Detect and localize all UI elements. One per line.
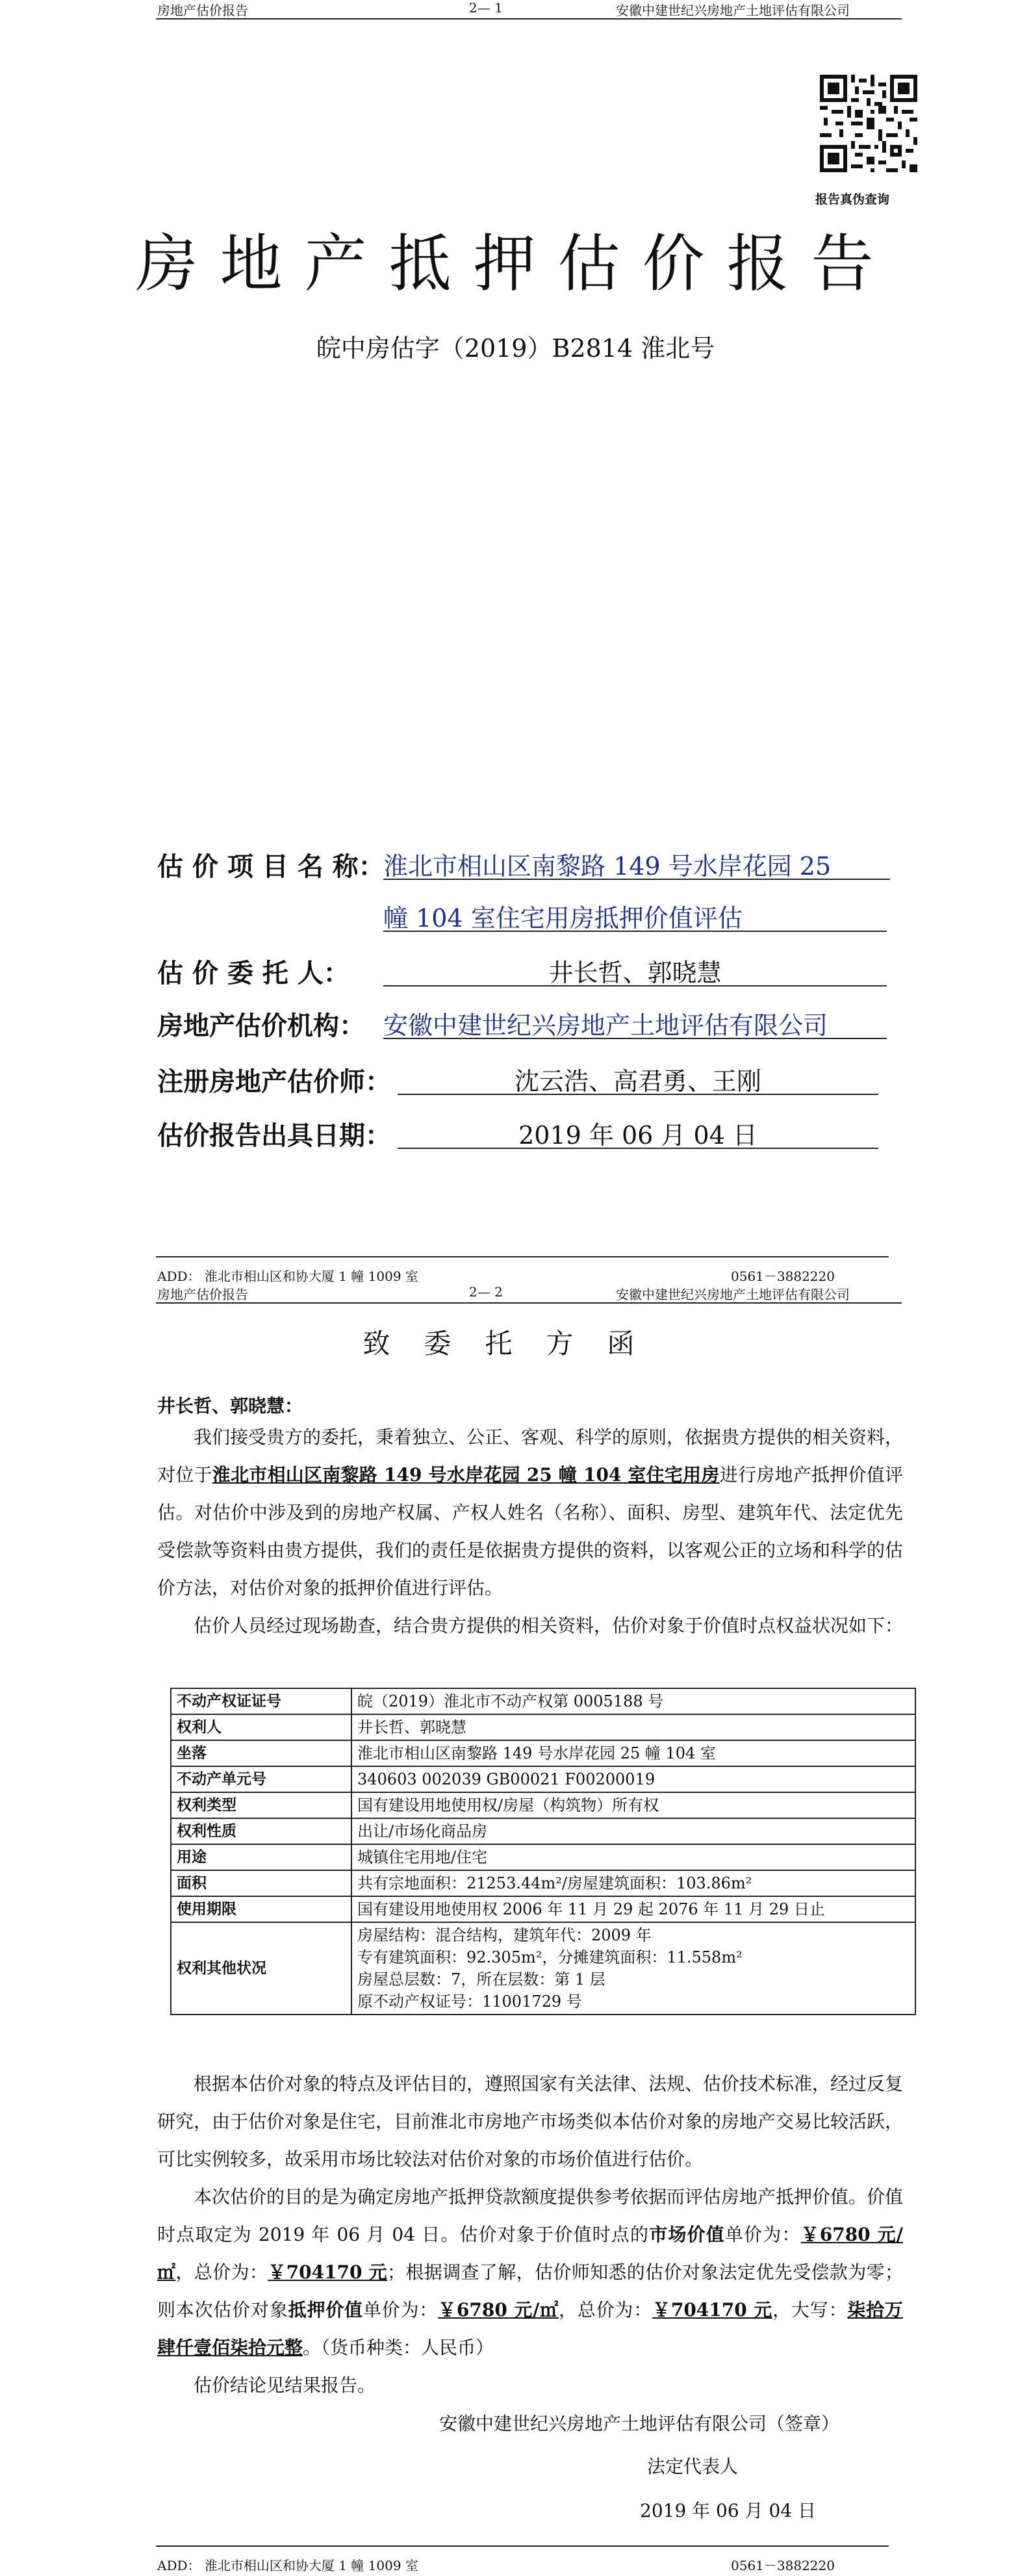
project-name-underline-2 xyxy=(383,931,887,932)
table-row: 坐落 淮北市相山区南黎路 149 号水岸花园 25 幢 104 室 xyxy=(171,1740,915,1766)
footer-phone: 0561－3882220 xyxy=(731,1269,835,1284)
table-row: 面积 共有宗地面积：21253.44m²/房屋建筑面积：103.86m² xyxy=(171,1870,915,1896)
header-rule xyxy=(156,18,902,19)
appraiser-label: 注册房地产估价师： xyxy=(157,1067,391,1097)
header-left: 房地产估价报告 xyxy=(157,1287,248,1302)
letter-paragraph-2: 估价人员经过现场勘查，结合贵方提供的相关资料，估价对象于价值时点权益状况如下： xyxy=(194,1615,904,1636)
letter-paragraph-4: 本次估价的目的是为确定房地产抵押贷款额度提供参考依据而评估房地产抵押价值。价值时点取定为 2019 年 06 月 04 日。估价对象于价值时点的市场价值单价为：￥6780 元/㎡，总价为：￥704170 元；根据调查了解，估价师知悉的估价对象法定优先受偿款为零；则本次估价对象抵押价值单价为：￥6780 元/㎡，总价为：￥704170 元，大写：柒拾万肆仟壹佰柒拾元整。（货币种类：人民币） xyxy=(157,2186,904,2358)
project-name-underline-1 xyxy=(383,879,890,880)
project-name-value-line2: 幢 104 室住宅用房抵押价值评估 xyxy=(383,904,743,933)
table-row: 不动产权证证号 皖（2019）淮北市不动产权第 0005188 号 xyxy=(171,1688,915,1714)
agency-underline xyxy=(383,1038,887,1039)
table-row: 使用期限 国有建设用地使用权 2006 年 11 月 29 起 2076 年 11 月 29 日止 xyxy=(171,1896,915,1922)
client-underline xyxy=(383,985,887,986)
footer-rule xyxy=(156,1256,889,1257)
signature-date: 2019 年 06 月 04 日 xyxy=(640,2500,817,2521)
table-row: 权利其他状况 房屋结构：混合结构，建筑年代：2009 年 专有建筑面积：92.305m²，分摊建筑面积：11.558m² 房屋总层数：7，所在层数：第 1 层 原不动产权证号：11001729 号 xyxy=(171,1922,915,2015)
header-left: 房地产估价报告 xyxy=(157,3,248,18)
table-row: 不动产单元号 340603 002039 GB00021 F00200019 xyxy=(171,1766,915,1792)
table-row: 权利人 井长哲、郭晓慧 xyxy=(171,1714,915,1740)
client-label: 估 价 委 托 人： xyxy=(157,959,350,988)
property-address-emphasis: 淮北市相山区南黎路 149 号水岸花园 25 幢 104 室住宅用房 xyxy=(212,1464,720,1486)
report-number: 皖中房估字（2019）B2814 淮北号 xyxy=(316,334,715,363)
footer-rule xyxy=(156,2545,889,2547)
qr-code-icon xyxy=(820,75,917,172)
letter-paragraph-1: 我们接受贵方的委托，秉着独立、公正、客观、科学的原则，依据贵方提供的相关资料，对位于淮北市相山区南黎路 149 号水岸花园 25 幢 104 室住宅用房进行房地产抵押价值评估。对估价中涉及到的房地产权属、产权人姓名（名称）、面积、房型、建筑年代、法定优先受偿款等资料由贵方提供，我们的责任是依据贵方提供的资料，以客观公正的立场和科学的估价方法，对估价对象的抵押价值进行评估。 xyxy=(157,1426,904,1599)
report-date-underline xyxy=(398,1148,878,1149)
footer-phone: 0561－3882220 xyxy=(731,2558,835,2573)
agency-value: 安徽中建世纪兴房地产土地评估有限公司 xyxy=(383,1011,828,1040)
signature-representative: 法定代表人 xyxy=(647,2456,739,2477)
header-rule xyxy=(156,1302,902,1304)
agency-label: 房地产估价机构： xyxy=(157,1011,365,1041)
footer-address: ADD： 淮北市相山区和协大厦 1 幢 1009 室 xyxy=(157,1269,418,1284)
header-page-number: 2— 2 xyxy=(469,1284,503,1300)
project-name-value-line1: 淮北市相山区南黎路 149 号水岸花园 25 xyxy=(383,852,832,881)
report-date-value: 2019 年 06 月 04 日 xyxy=(518,1121,757,1150)
property-rights-table xyxy=(170,1688,916,2015)
footer-address: ADD： 淮北市相山区和协大厦 1 幢 1009 室 xyxy=(157,2558,418,2573)
letter-salutation: 井长哲、郭晓慧： xyxy=(157,1395,303,1417)
report-date-label: 估价报告出具日期： xyxy=(157,1121,391,1151)
appraiser-value: 沈云浩、高君勇、王刚 xyxy=(514,1067,761,1096)
header-company: 安徽中建世纪兴房地产土地评估有限公司 xyxy=(616,3,850,18)
project-name-label: 估 价 项 目 名 称： xyxy=(157,852,385,882)
report-title: 房地产抵押估价报告 xyxy=(135,227,896,300)
letter-title: 致委托方函 xyxy=(363,1328,668,1359)
letter-paragraph-3: 根据本估价对象的特点及评估目的，遵照国家有关法律、法规、估价技术标准，经过反复研究，由于估价对象是住宅，目前淮北市房地产市场类似本估价对象的房地产交易比较活跃，可比实例较多，故采用市场比较法对估价对象的市场价值进行估价。 xyxy=(157,2073,904,2170)
table-row: 权利性质 出让/市场化商品房 xyxy=(171,1818,915,1844)
appraiser-underline xyxy=(398,1094,878,1095)
qr-caption: 报告真伪查询 xyxy=(815,192,890,207)
table-row: 权利类型 国有建设用地使用权/房屋（构筑物）所有权 xyxy=(171,1792,915,1818)
client-value: 井长哲、郭晓慧 xyxy=(548,959,722,987)
header-company: 安徽中建世纪兴房地产土地评估有限公司 xyxy=(616,1287,850,1302)
letter-paragraph-5: 估价结论见结果报告。 xyxy=(194,2375,376,2396)
table-row: 用途 城镇住宅用地/住宅 xyxy=(171,1844,915,1870)
header-page-number: 2— 1 xyxy=(469,0,503,16)
signature-company: 安徽中建世纪兴房地产土地评估有限公司（签章） xyxy=(439,2413,840,2434)
